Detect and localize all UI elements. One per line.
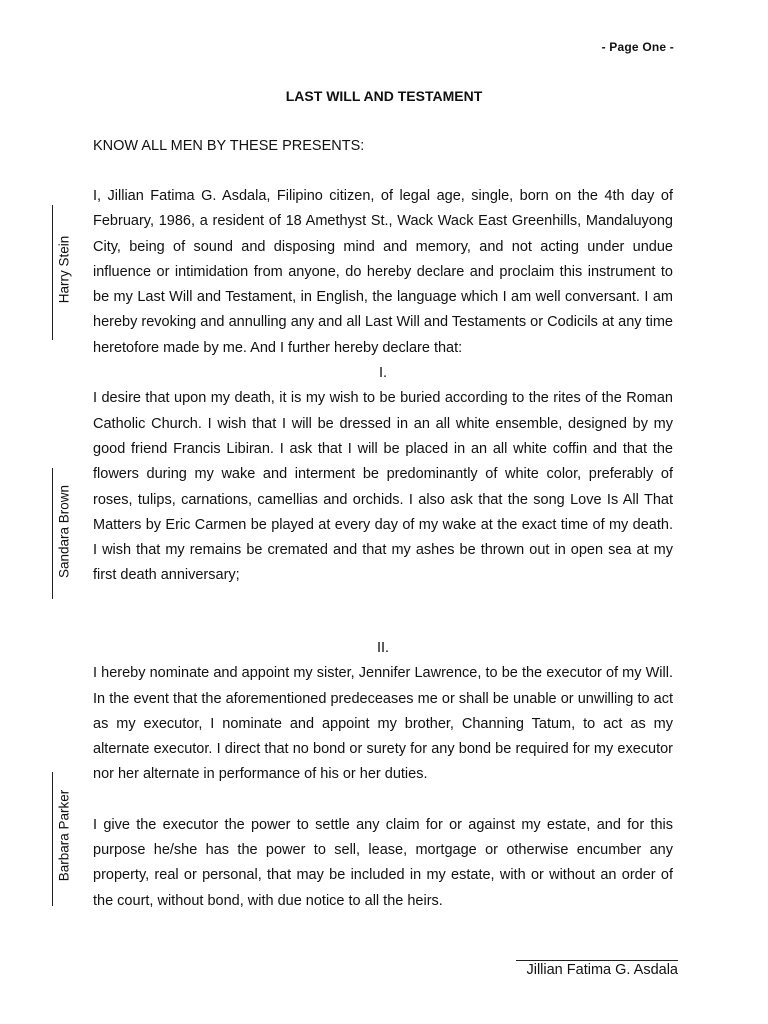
document-title: LAST WILL AND TESTAMENT (285, 88, 483, 104)
witness-signature-line (52, 772, 53, 906)
witness-name: Barbara Parker (56, 789, 72, 882)
section-number: I. (378, 365, 388, 382)
witness-name: Sandara Brown (56, 484, 72, 579)
section-paragraph: I desire that upon my death, it is my wish to be buried according to the rites of the Roman Catholic Church. I wish that I will be dressed in an all white ensemble, designed by my good friend Francis Libiran. I ask that I will be placed in an all white coffin and that the flowers during my wake and interment be predominantly of white color, preferably of roses, tulips, carnations, camellias and orchids. I also ask that the song Love Is All That Matters by Eric Carmen be played at every day of my wake at the exact time of my death. I wish that my remains be cremated and that my ashes be thrown out in open sea at my first death anniversary; (93, 390, 673, 584)
section-number: II. (376, 640, 390, 656)
section-paragraph: I give the executor the power to settle any claim for or against my estate, and for this purpose he/she has the power to sell, lease, mortgage or otherwise encumber any property, real or personal, that may be included in my estate, with or without an order of the court, without bond, with due notice to all the heirs. (93, 816, 673, 909)
preamble-paragraph: I, Jillian Fatima G. Asdala, Filipino citizen, of legal age, single, born on the 4th day of February, 1986, a resident of 18 Amethyst St., Wack Wack East Greenhills, Mandaluyong City, being of sound and disposing mind and memory, and not acting under undue influence or intimidation from anyone, do hereby declare and proclaim this instrument to be my Last Will and Testament, in English, the language which I am well conversant. I am hereby revoking and annulling any and all Last Will and Testaments or Codicils at any time heretofore made by me. And I further hereby declare that: (93, 188, 673, 356)
section-two-block (93, 636, 673, 914)
intro-line: KNOW ALL MEN BY THESE PRESENTS: (93, 138, 365, 154)
testator-signature-line (516, 960, 678, 961)
preamble-block (93, 184, 673, 589)
section-paragraph: I hereby nominate and appoint my sister, Jennifer Lawrence, to be the executor of my Will. In the event that the aforementioned predeceases me or shall be unable or unwilling to act as my executor, I nominate and appoint my brother, Channing Tatum, to act as my alternate executor. I direct that no bond or surety for any bond be required for my executor nor her alternate in performance of his or her duties. (93, 665, 673, 783)
page-number: - Page One - (601, 40, 674, 54)
witness-signature-line (52, 205, 53, 340)
witness-signature-line (52, 468, 53, 599)
testator-name: Jillian Fatima G. Asdala (526, 962, 678, 978)
witness-name: Harry Stein (56, 235, 72, 304)
